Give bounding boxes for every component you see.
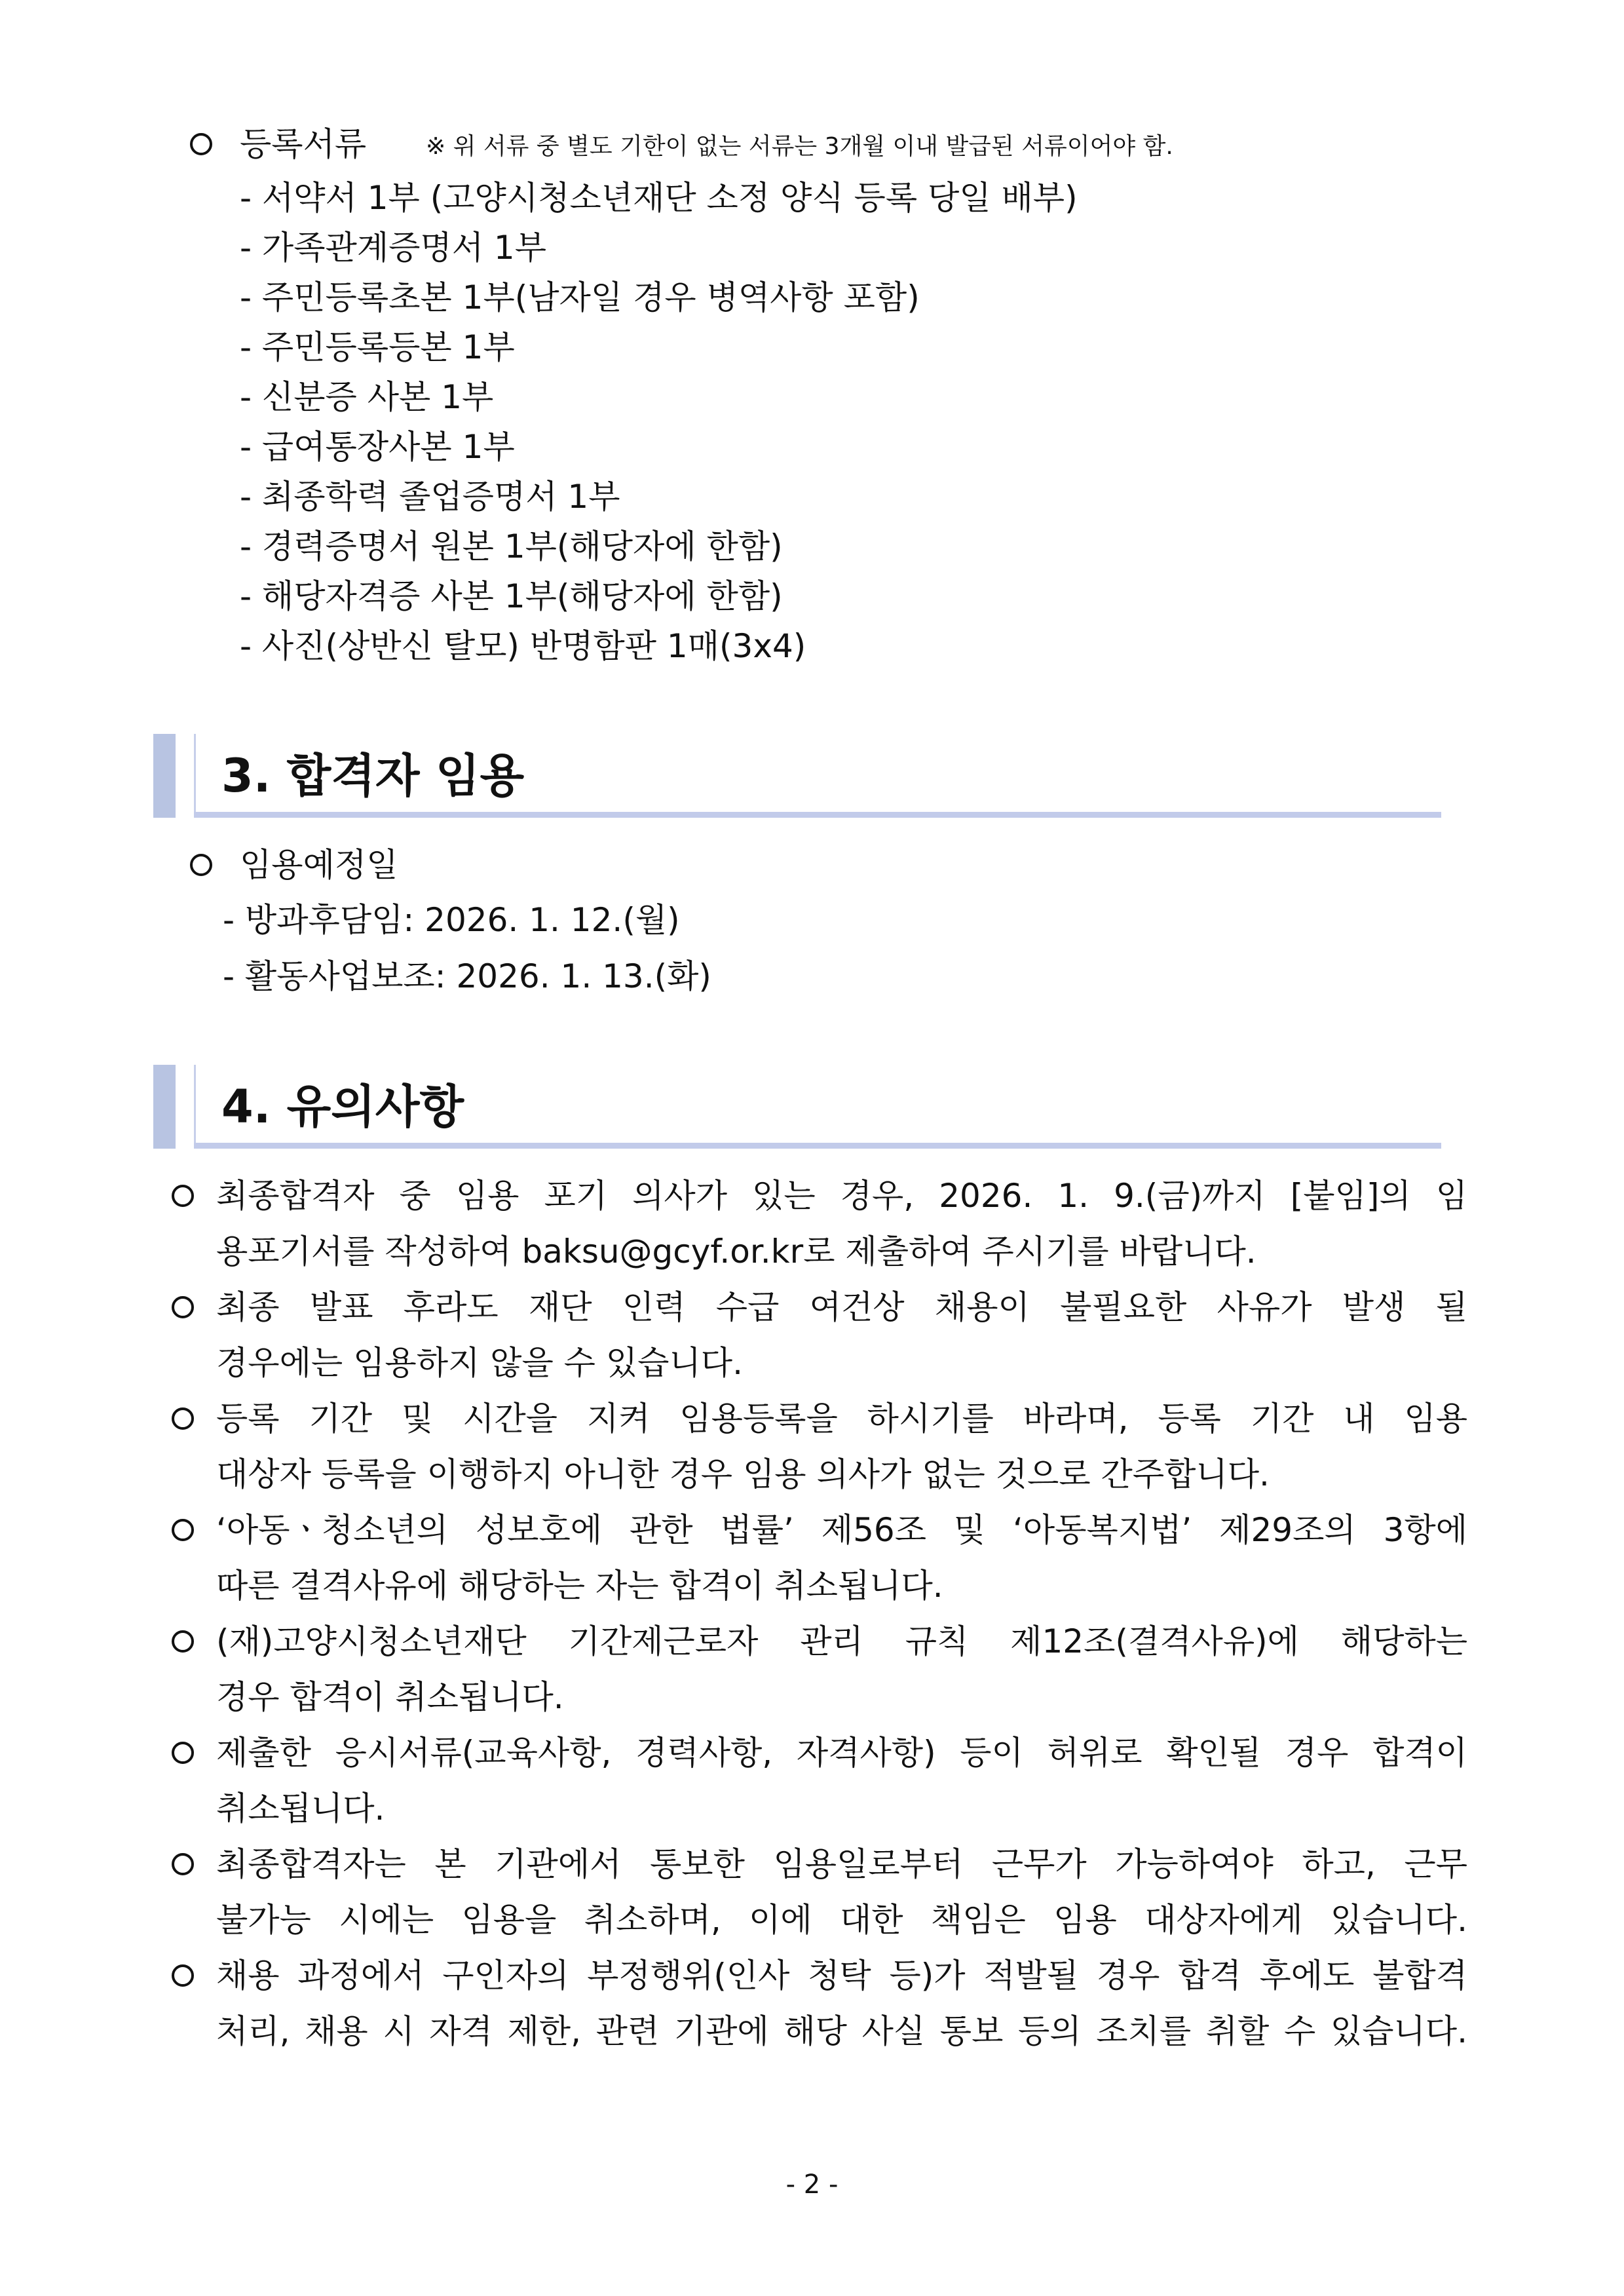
notice-paragraph [216, 1845, 1467, 1940]
notice-line: 최종합격자 중 임용 포기 의사가 있는 경우, 2026. 1. 9.(금)까지 [붙임]의 임 [216, 1177, 1467, 1215]
notice-paragraph [216, 1733, 1467, 1828]
list-item: - 해당자격증 사본 1부(해당자에 한함) [240, 577, 783, 615]
circle-bullet-icon [172, 1519, 194, 1541]
list-item: - 경력증명서 원본 1부(해당자에 한함) [240, 527, 783, 565]
circle-bullet-icon [190, 133, 212, 155]
notice-line: 처리, 채용 시 자격 제한, 관련 기관에 해당 사실 통보 등의 조치를 취할 수 있습니다. [216, 2012, 1467, 2050]
notice-paragraph [216, 1622, 1467, 1717]
notice-line: 최종 발표 후라도 재단 인력 수급 여건상 채용이 불필요한 사유가 발생 될 [216, 1288, 1467, 1326]
notice-line: 제출한 응시서류(교육사항, 경력사항, 자격사항) 등이 허위로 확인될 경우 합격이 [216, 1734, 1467, 1772]
registration-note: ※ 위 서류 중 별도 기한이 없는 서류는 3개월 이내 발급된 서류이어야 함. [426, 133, 1173, 160]
list-item: - 방과후담임: 2026. 1. 12.(월) [223, 901, 680, 939]
list-item: - 서약서 1부 (고양시청소년재단 소정 양식 등록 당일 배부) [240, 179, 1078, 217]
notice-paragraph [216, 1399, 1467, 1494]
section-4-heading [153, 1065, 1441, 1149]
appointment-date-label: 임용예정일 [240, 846, 398, 884]
heading-underline [194, 1143, 1441, 1149]
notice-paragraph [216, 1956, 1467, 2051]
list-item: - 사진(상반신 탈모) 반명함판 1매(3x4) [240, 627, 806, 665]
circle-bullet-icon [190, 854, 212, 876]
circle-bullet-icon [172, 1630, 194, 1653]
section-3-heading [153, 734, 1441, 818]
list-item: - 최종학력 졸업증명서 1부 [240, 478, 620, 516]
notice-line: 불가능 시에는 임용을 취소하며, 이에 대한 책임은 임용 대상자에게 있습니다. [216, 1901, 1467, 1939]
heading-divider [194, 734, 196, 818]
list-item: - 주민등록등본 1부 [240, 328, 515, 366]
notice-line: 용포기서를 작성하여 baksu@gcyf.or.kr로 제출하여 주시기를 바랍니다. [216, 1233, 1256, 1271]
section-4-title: 4. 유의사항 [221, 1080, 464, 1134]
heading-underline [194, 812, 1441, 818]
section-3-title: 3. 합격자 임용 [221, 749, 525, 803]
circle-bullet-icon [172, 1407, 194, 1430]
circle-bullet-icon [172, 1853, 194, 1875]
circle-bullet-icon [172, 1964, 194, 1987]
notice-line: (재)고양시청소년재단 기간제근로자 관리 규칙 제12조(결격사유)에 해당하는 [216, 1622, 1467, 1660]
notice-paragraph [216, 1510, 1467, 1605]
heading-accent-bar [153, 734, 176, 818]
notice-line: 최종합격자는 본 기관에서 통보한 임용일로부터 근무가 가능하여야 하고, 근무 [216, 1845, 1467, 1883]
registration-title: 등록서류 [240, 125, 367, 163]
circle-bullet-icon [172, 1296, 194, 1318]
circle-bullet-icon [172, 1742, 194, 1764]
notice-paragraph [216, 1176, 1467, 1271]
list-item: - 가족관계증명서 1부 [240, 229, 547, 267]
notice-line: ‘아동ㆍ청소년의 성보호에 관한 법률’ 제56조 및 ‘아동복지법’ 제29조의 3항에 [216, 1511, 1467, 1549]
notice-line: 채용 과정에서 구인자의 부정행위(인사 청탁 등)가 적발될 경우 합격 후에도 불합격 [216, 1957, 1467, 1995]
heading-divider [194, 1065, 196, 1149]
notice-paragraph [216, 1288, 1467, 1383]
notice-line: 등록 기간 및 시간을 지켜 임용등록을 하시기를 바라며, 등록 기간 내 임용 [216, 1400, 1467, 1438]
page-number: - 2 - [785, 2170, 839, 2200]
heading-accent-bar [153, 1065, 176, 1149]
list-item: - 주민등록초본 1부(남자일 경우 병역사항 포함) [240, 278, 920, 316]
notice-line: 따른 결격사유에 해당하는 자는 합격이 취소됩니다. [216, 1567, 943, 1605]
notice-line: 경우에는 임용하지 않을 수 있습니다. [216, 1344, 743, 1382]
notice-line: 대상자 등록을 이행하지 아니한 경우 임용 의사가 없는 것으로 간주합니다. [216, 1455, 1270, 1493]
notice-line: 취소됩니다. [216, 1789, 385, 1827]
list-item: - 신분증 사본 1부 [240, 378, 494, 416]
notice-line: 경우 합격이 취소됩니다. [216, 1678, 564, 1716]
list-item: - 급여통장사본 1부 [240, 428, 515, 466]
list-item: - 활동사업보조: 2026. 1. 13.(화) [223, 957, 711, 995]
circle-bullet-icon [172, 1185, 194, 1207]
